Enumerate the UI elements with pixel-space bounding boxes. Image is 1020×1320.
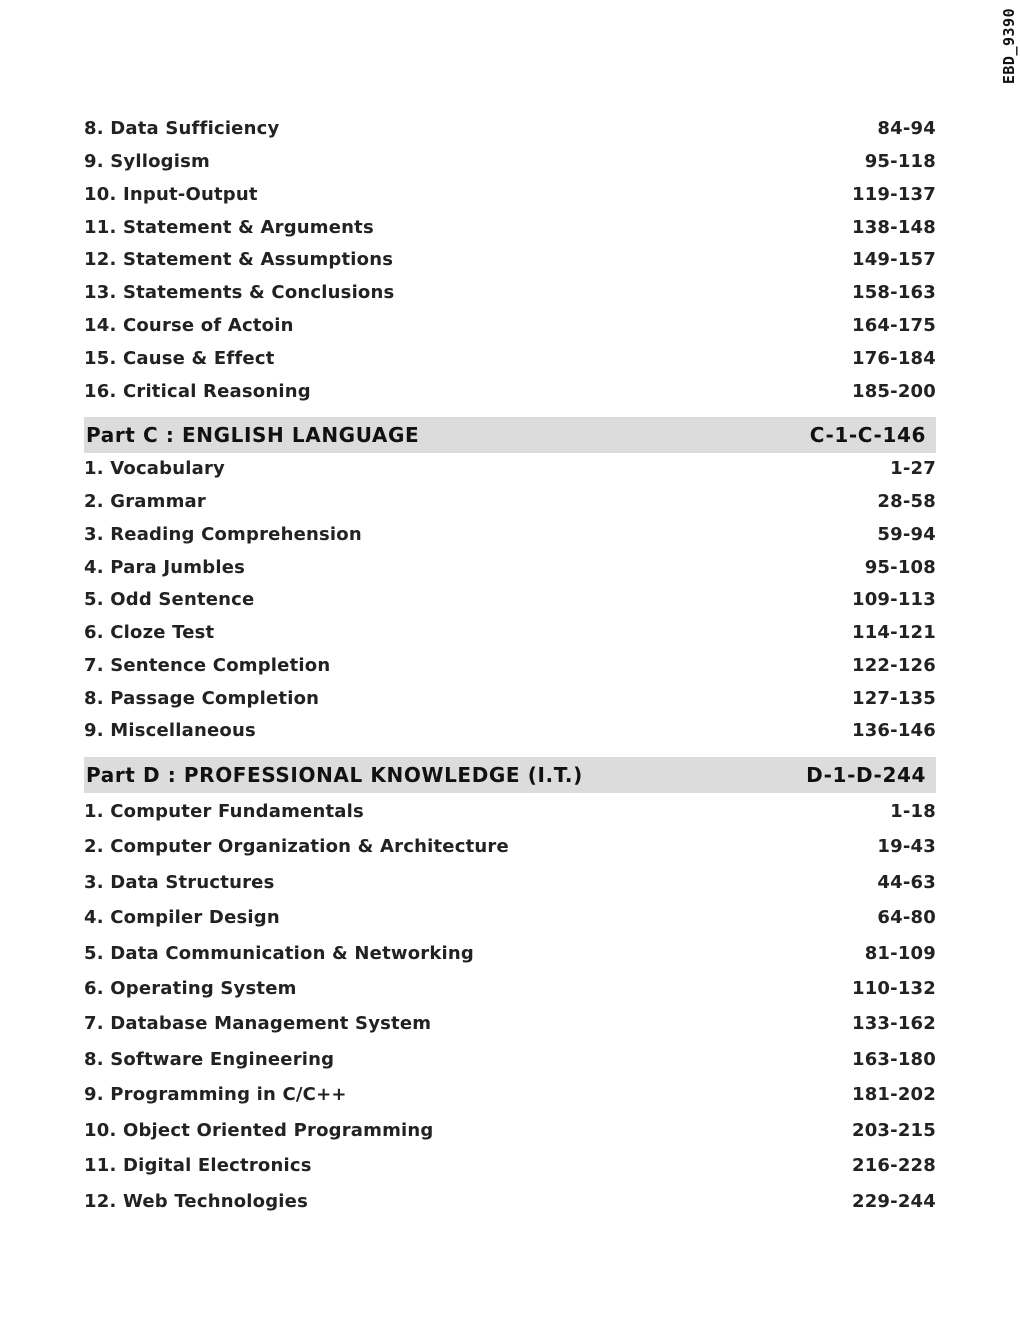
toc-entry[interactable] [84, 381, 936, 402]
toc-entry-title: 13. Statements & Conclusions [84, 282, 395, 303]
toc-entry-title: 9. Syllogism [84, 151, 210, 172]
toc-entry-pages: 95-108 [864, 557, 936, 578]
toc-entry-pages: 44-63 [877, 872, 936, 893]
part-c-pages: C-1-C-146 [809, 423, 926, 447]
toc-entry[interactable] [84, 184, 936, 205]
toc-entry-title: 2. Computer Organization & Architecture [84, 836, 509, 857]
toc-entry[interactable] [84, 978, 936, 999]
toc-entry[interactable] [84, 943, 936, 964]
toc-entry[interactable] [84, 907, 936, 928]
toc-entry-title: 15. Cause & Effect [84, 348, 275, 369]
toc-entry[interactable] [84, 524, 936, 545]
toc-entry-title: 4. Compiler Design [84, 907, 280, 928]
toc-entry-pages: 28-58 [877, 491, 936, 512]
page-code-text: EBD_9390 [1000, 7, 1018, 85]
toc-entry[interactable] [84, 118, 936, 139]
toc-entry-pages: 109-113 [851, 589, 936, 610]
toc-entry[interactable] [84, 1191, 936, 1212]
toc-entry[interactable] [84, 1013, 936, 1034]
toc-entry-pages: 185-200 [851, 381, 936, 402]
toc-entry-pages: 133-162 [851, 1013, 936, 1034]
toc-entry-pages: 216-228 [851, 1155, 936, 1176]
toc-entry-title: 7. Database Management System [84, 1013, 432, 1034]
toc-entry-title: 9. Miscellaneous [84, 720, 256, 741]
toc-entry[interactable] [84, 589, 936, 610]
toc-entry-pages: 176-184 [851, 348, 936, 369]
part-d-title: Part D : PROFESSIONAL KNOWLEDGE (I.T.) [86, 763, 583, 787]
toc-entry[interactable] [84, 872, 936, 893]
toc-entry-title: 8. Software Engineering [84, 1049, 335, 1070]
part-c-title: Part C : ENGLISH LANGUAGE [86, 423, 420, 447]
toc-entry[interactable] [84, 557, 936, 578]
toc-entry-pages: 122-126 [851, 655, 936, 676]
toc-entry-title: 5. Odd Sentence [84, 589, 255, 610]
toc-entry[interactable] [84, 655, 936, 676]
toc-entry[interactable] [84, 1084, 936, 1105]
toc-entry-title: 1. Vocabulary [84, 458, 225, 479]
toc-entry[interactable] [84, 458, 936, 479]
toc-entry[interactable] [84, 1049, 936, 1070]
toc-entry-title: 14. Course of Actoin [84, 315, 294, 336]
toc-entry[interactable] [84, 217, 936, 238]
toc-entry[interactable] [84, 249, 936, 270]
page-code [998, 0, 1020, 92]
toc-entry[interactable] [84, 151, 936, 172]
toc-entry-title: 9. Programming in C/C++ [84, 1084, 347, 1105]
toc-entry[interactable] [84, 1120, 936, 1141]
toc-entry[interactable] [84, 1155, 936, 1176]
toc-entry[interactable] [84, 491, 936, 512]
toc-entry-title: 7. Sentence Completion [84, 655, 331, 676]
toc-entry-title: 3. Data Structures [84, 872, 275, 893]
toc-entry-title: 10. Input-Output [84, 184, 258, 205]
toc-entry-title: 12. Statement & Assumptions [84, 249, 394, 270]
toc-entry-title: 6. Cloze Test [84, 622, 215, 643]
toc-entry-pages: 163-180 [851, 1049, 936, 1070]
toc-entry-title: 16. Critical Reasoning [84, 381, 311, 402]
toc-entry-pages: 19-43 [877, 836, 936, 857]
part-d-pages: D-1-D-244 [806, 763, 926, 787]
toc-entry-pages: 1-18 [890, 801, 936, 822]
toc-entry-pages: 138-148 [851, 217, 936, 238]
toc-entry[interactable] [84, 282, 936, 303]
toc-entry-title: 3. Reading Comprehension [84, 524, 362, 545]
toc-entry-title: 8. Data Sufficiency [84, 118, 280, 139]
toc-entry[interactable] [84, 622, 936, 643]
toc-entry-pages: 110-132 [851, 978, 936, 999]
toc-entry-pages: 149-157 [851, 249, 936, 270]
toc-entry-pages: 127-135 [851, 688, 936, 709]
toc-entry[interactable] [84, 315, 936, 336]
toc-entry-pages: 203-215 [851, 1120, 936, 1141]
toc-entry-title: 12. Web Technologies [84, 1191, 308, 1212]
toc-entry-pages: 136-146 [851, 720, 936, 741]
toc-entry-pages: 164-175 [851, 315, 936, 336]
toc-entry-pages: 64-80 [877, 907, 936, 928]
toc-entry[interactable] [84, 801, 936, 822]
toc-entry-pages: 114-121 [851, 622, 936, 643]
toc-entry-pages: 1-27 [890, 458, 936, 479]
toc-entry-title: 4. Para Jumbles [84, 557, 246, 578]
toc-entry-title: 11. Statement & Arguments [84, 217, 374, 238]
toc-entry-pages: 59-94 [877, 524, 936, 545]
toc-entry-title: 11. Digital Electronics [84, 1155, 312, 1176]
toc-entry-title: 10. Object Oriented Programming [84, 1120, 434, 1141]
toc-entry-pages: 119-137 [851, 184, 936, 205]
toc-entry-title: 8. Passage Completion [84, 688, 320, 709]
toc-entry[interactable] [84, 688, 936, 709]
part-d-header[interactable] [84, 757, 936, 793]
toc-entry-pages: 181-202 [851, 1084, 936, 1105]
part-c-header[interactable] [84, 417, 936, 453]
toc-entry-title: 5. Data Communication & Networking [84, 943, 475, 964]
toc-entry-title: 1. Computer Fundamentals [84, 801, 364, 822]
toc-entry-pages: 229-244 [851, 1191, 936, 1212]
toc-entry-pages: 158-163 [851, 282, 936, 303]
toc-entry-title: 2. Grammar [84, 491, 206, 512]
toc-entry-pages: 81-109 [864, 943, 936, 964]
toc-entry[interactable] [84, 348, 936, 369]
toc-entry[interactable] [84, 836, 936, 857]
toc-entry-pages: 95-118 [864, 151, 936, 172]
toc-entry-pages: 84-94 [877, 118, 936, 139]
toc-entry-title: 6. Operating System [84, 978, 297, 999]
toc-entry[interactable] [84, 720, 936, 741]
